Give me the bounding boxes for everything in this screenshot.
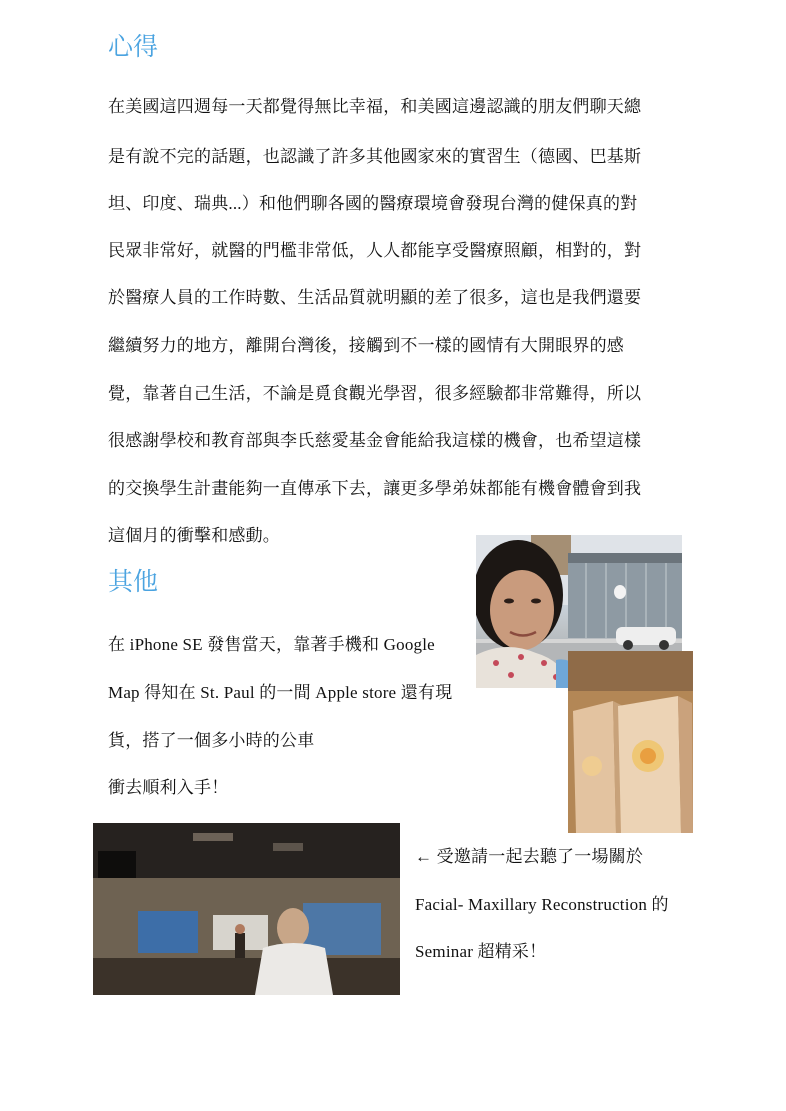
section-heading-other: 其他 [108, 567, 159, 596]
paragraph-line: 衝去順利入手！ [108, 778, 229, 797]
paragraph-line: 坦、印度、瑞典...）和他們聊各國的醫療環境會發現台灣的健保真的對 [108, 194, 638, 213]
paragraph-line: 在 iPhone SE 發售當天，靠著手機和 Google [108, 635, 435, 654]
caption-line: Facial- Maxillary Reconstruction 的 [415, 895, 669, 914]
paragraph-line: 這個月的衝擊和感動。 [108, 526, 280, 545]
paragraph-line: 是有說不完的話題，也認識了許多其他國家來的實習生（德國、巴基斯 [108, 147, 642, 166]
caption-line: ← 受邀請一起去聽了一場關於 [415, 847, 644, 866]
paragraph-line: 很感謝學校和教育部與李氏慈愛基金會能給我這樣的機會，也希望這樣 [108, 431, 642, 450]
paragraph-line: Map 得知在 St. Paul 的一間 Apple store 還有現 [108, 683, 453, 702]
section-heading-reflection: 心得 [108, 32, 159, 61]
paragraph-line: 民眾非常好，就醫的門檻非常低，人人都能享受醫療照顧，相對的，對 [108, 241, 642, 260]
paragraph-line: 繼續努力的地方，離開台灣後，接觸到不一樣的國情有大開眼界的感 [108, 336, 624, 355]
paragraph-line: 於醫療人員的工作時數、生活品質就明顯的差了很多，這也是我們還要 [108, 288, 642, 307]
paragraph-line: 在美國這四週每一天都覺得無比幸福，和美國這邊認識的朋友們聊天總 [108, 97, 642, 116]
iphone-box-photo [568, 651, 693, 833]
paragraph-line: 貨，搭了一個多小時的公車 [108, 731, 315, 750]
caption-line: Seminar 超精采！ [415, 942, 547, 961]
paragraph-line: 的交換學生計畫能夠一直傳承下去，讓更多學弟妹都能有機會體會到我 [108, 479, 642, 498]
seminar-photo [93, 823, 400, 995]
paragraph-line: 覺，靠著自己生活，不論是覓食觀光學習，很多經驗都非常難得，所以 [108, 384, 642, 403]
